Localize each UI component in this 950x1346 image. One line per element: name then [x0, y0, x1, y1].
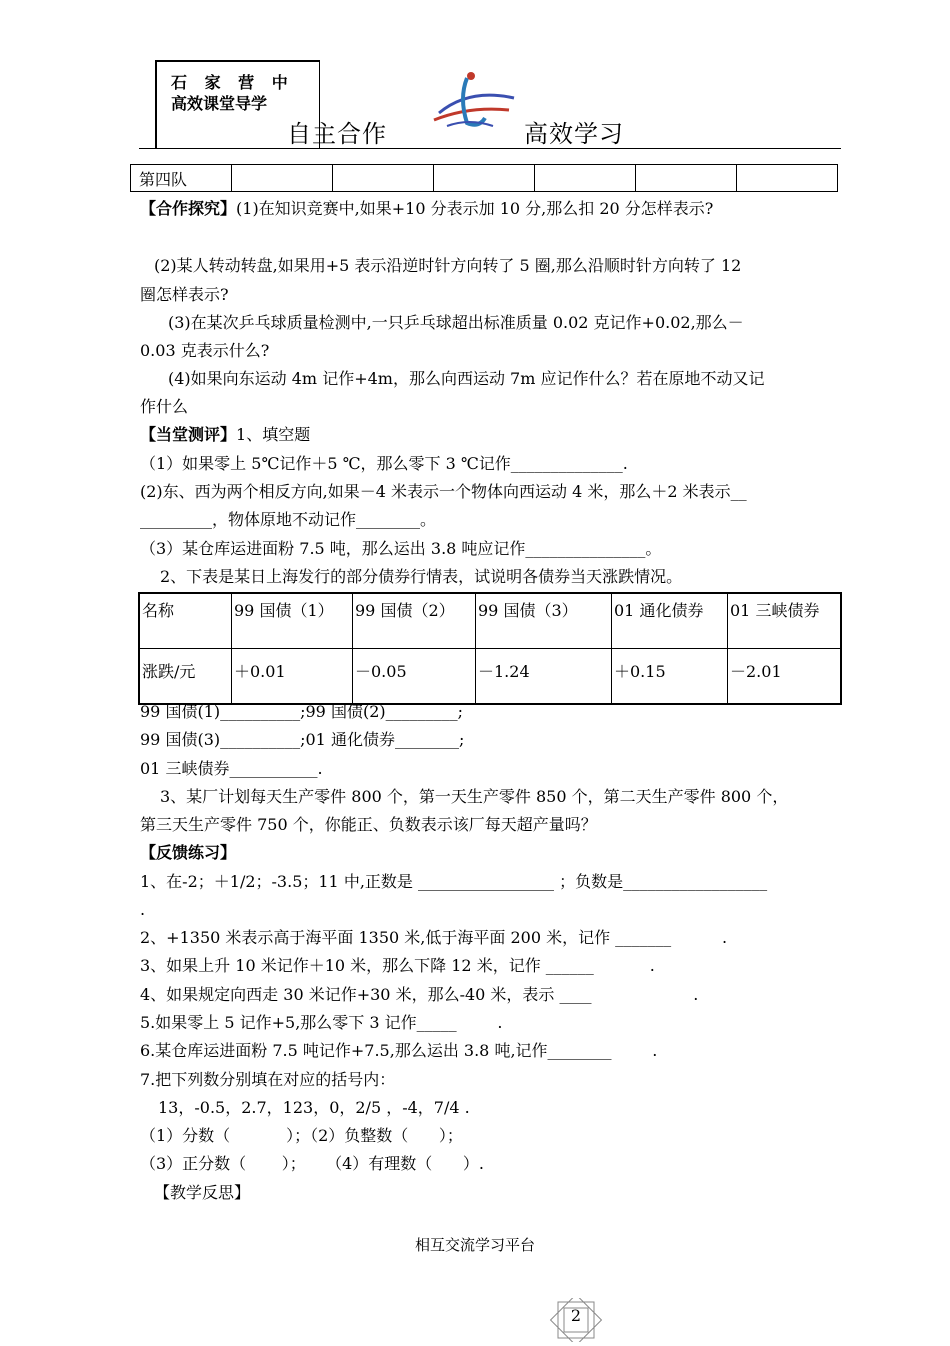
bond-header-cell: 01 三峡债券 [728, 593, 842, 649]
team-score-table [130, 164, 838, 192]
feedback-e5: 5.如果零上 5 记作+5,那么零下 3 记作_____ . [140, 1013, 503, 1032]
bond-header-cell: 99 国债（2） [353, 593, 476, 649]
bond-cell: －0.05 [353, 649, 476, 705]
test-heading: 【当堂测评】 [140, 425, 237, 444]
bond-table [138, 592, 842, 705]
bond-header-cell: 99 国债（1） [232, 593, 353, 649]
bond-cell: 涨跌/元 [139, 649, 232, 705]
bond-header-cell: 99 国债（3） [476, 593, 612, 649]
bond-header-cell: 01 通化债券 [612, 593, 728, 649]
footer-text: 相互交流学习平台 [414, 1236, 535, 1254]
school-logo-icon [419, 68, 519, 138]
test-fill-3: （3）某仓库运进面粉 7.5 吨，那么运出 3.8 吨应记作_______________。 [140, 539, 662, 558]
score-cell [535, 165, 636, 192]
feedback-e1: 1、在-2；＋1/2；-3.5；11 中,正数是 _________________ ；负数是__________________ [140, 872, 768, 891]
feedback-numbers: 13，-0.5，2.7，123，0，2/5 ，-4，7/4 . [158, 1098, 470, 1117]
score-cell [232, 165, 333, 192]
test-q3-line1: 3、某厂计划每天生产零件 800 个，第一天生产零件 850 个，第二天生产零件 800 个， [160, 787, 789, 806]
bond-cell: ＋0.15 [612, 649, 728, 705]
feedback-classify-1: （1）分数（ ）；（2）负整数（ ）； [140, 1126, 463, 1145]
bond-cell: －2.01 [728, 649, 842, 705]
table-row [139, 649, 841, 705]
test-title-line [140, 424, 310, 446]
feedback-heading: 【反馈练习】 [140, 843, 237, 862]
bond-answer-2: 99 国债(3)__________;01 通化债券________; [140, 730, 465, 749]
table-row [131, 165, 838, 192]
test-q3-line2: 第三天生产零件 750 个，你能正、负数表示该厂每天超产量吗？ [140, 815, 597, 834]
test-fill-2-line1: (2)东、西为两个相反方向,如果－4 米表示一个物体向西运动 4 米，那么＋2 米表示__ [140, 482, 747, 501]
school-subtitle: 高效课堂导学 [171, 94, 268, 113]
table-row [139, 593, 841, 649]
slogan-right: 高效学习 [524, 120, 624, 148]
test-q2: 2、下表是某日上海发行的部分债券行情表，试说明各债券当天涨跌情况。 [160, 567, 683, 586]
feedback-e4: 4、如果规定向西走 30 米记作+30 米，那么-40 米，表示 ____ . [140, 985, 699, 1004]
score-cell [737, 165, 838, 192]
cooperation-q4-line1: (4)如果向东运动 4m 记作+4m，那么向西运动 7m 应记作什么？若在原地不动又记 [168, 369, 765, 388]
cooperation-q1 [140, 198, 713, 220]
cooperation-q2-line2: 圈怎样表示? [140, 285, 229, 304]
page-header [139, 60, 841, 150]
school-name: 石 家 营 中 [171, 73, 294, 92]
score-cell [333, 165, 434, 192]
cooperation-q3-line2: 0.03 克表示什么? [140, 341, 270, 360]
test-fill-2-line2: _________，物体原地不动记作________。 [140, 510, 437, 529]
feedback-e6: 6.某仓库运进面粉 7.5 吨记作+7.5,那么运出 3.8 吨,记作________ . [140, 1041, 658, 1060]
feedback-e1-dot: . [140, 900, 146, 919]
bond-cell: －1.24 [476, 649, 612, 705]
cooperation-q2-line1: (2)某人转动转盘,如果用+5 表示沿逆时针方向转了 5 圈,那么沿顺时针方向转了 12 [154, 256, 742, 275]
score-cell [434, 165, 535, 192]
bond-answer-3: 01 三峡债券___________. [140, 759, 323, 778]
team-label-cell: 第四队 [131, 165, 232, 192]
bond-header-cell: 名称 [139, 593, 232, 649]
test-fill-1: （1）如果零上 5℃记作＋5 ℃，那么零下 3 ℃记作______________. [140, 454, 628, 473]
slogan-left: 自主合作 [287, 120, 387, 148]
reflection-heading: 【教学反思】 [154, 1183, 251, 1202]
bond-answer-1: 99 国债(1)__________;99 国债(2)_________; [140, 702, 464, 721]
cooperation-q4-line2: 作什么 [140, 397, 189, 416]
feedback-classify-2: （3）正分数（ ）； （4）有理数（ ）. [140, 1154, 484, 1173]
page-number-text: 2 [570, 1306, 582, 1325]
page-number [548, 1298, 604, 1342]
cooperation-q3-line1: (3)在某次乒乓球质量检测中,一只乒乓球超出标准质量 0.02 克记作+0.02,那么－ [168, 313, 744, 332]
cooperation-heading: 【合作探究】 [140, 199, 237, 218]
header-divider [139, 148, 841, 149]
feedback-e7: 7.把下列数分别填在对应的括号内： [140, 1070, 396, 1089]
feedback-e2: 2、+1350 米表示高于海平面 1350 米,低于海平面 200 米，记作 _______ . [140, 928, 728, 947]
feedback-e3: 3、如果上升 10 米记作＋10 米，那么下降 12 米，记作 ______ . [140, 956, 655, 975]
test-sub1: 1、填空题 [236, 425, 311, 444]
score-cell [636, 165, 737, 192]
cooperation-q1-text: (1)在知识竞赛中,如果+10 分表示加 10 分,那么扣 20 分怎样表示? [236, 199, 714, 218]
bond-cell: ＋0.01 [232, 649, 353, 705]
